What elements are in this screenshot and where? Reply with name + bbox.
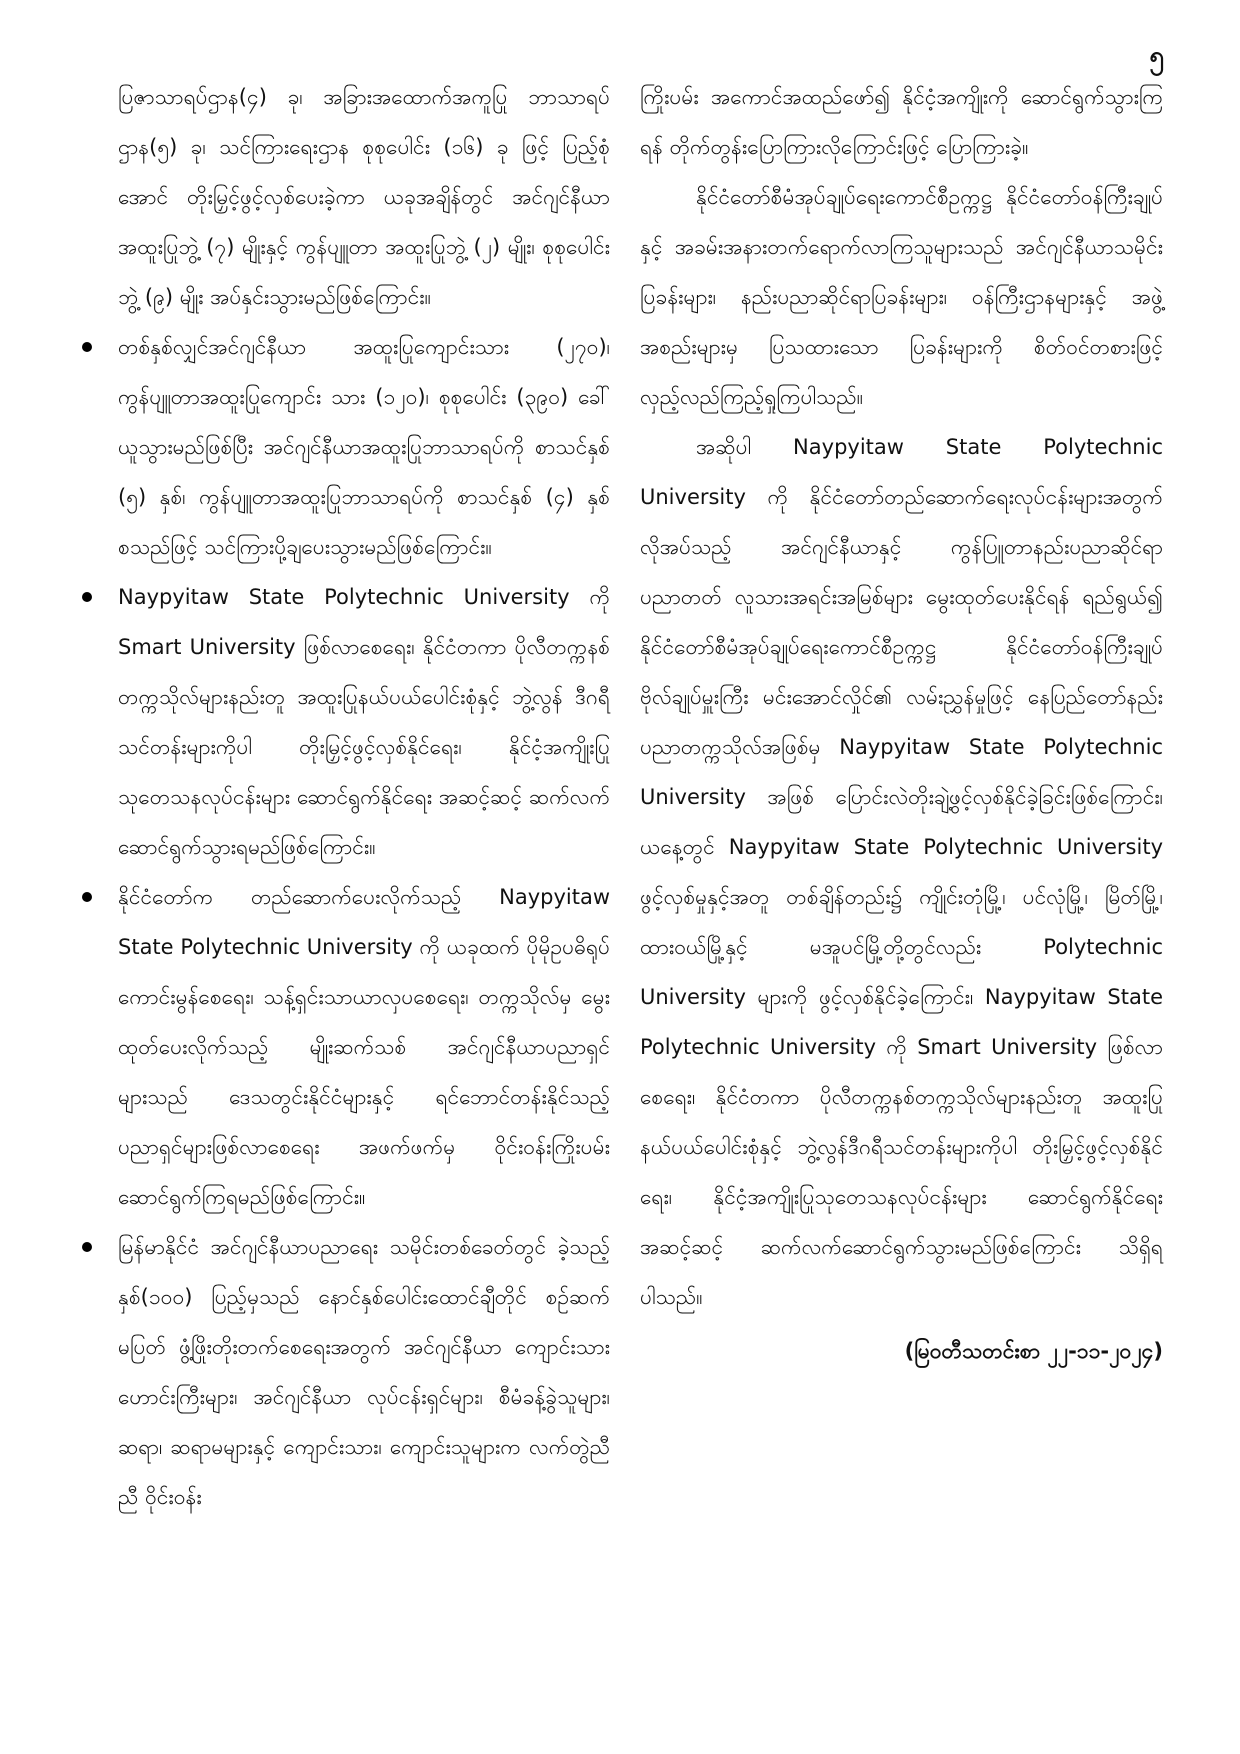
bullet-text: တစ်နှစ်လျှင်အင်ဂျင်နီယာ အထူးပြုကျောင်းသား (၂၇၀)၊ ကွန်ပျူတာအထူးပြုကျောင်း သား (၁၂၀)၊ စုစုပေါင်း (၃၉၀) ခေါ်ယူသွားမည်ဖြစ်ပြီး အင်ဂျင်နီယာအထူးပြုဘာသာရပ်ကို စာသင်နှစ် (၅) နှစ်၊ ကွန်ပျူတာအထူးပြုဘာသာရပ်ကို စာသင်နှစ် (၄) နှစ် စသည်ဖြင့် သင်ကြားပို့ချပေးသွားမည်ဖြစ်ကြောင်း။ (118, 335, 610, 559)
left-column (118, 72, 610, 1522)
source-citation: (မြဝတီသတင်းစာ ၂၂-၁၁-၂၀၂၄) (904, 1339, 1163, 1363)
bullet-dot-icon (82, 1242, 92, 1252)
left-continuation-paragraph: ပြဇာသာရပ်ဌာန(၄) ခု၊ အခြားအထောက်အကူပြု ဘာသာရပ် ဌာန(၅) ခု၊ သင်ကြားရေးဌာန စုစုပေါင်း (၁၆) ခု ဖြင့် ပြည့်စုံအောင် တိုးမြှင့်ဖွင့်လှစ်ပေးခဲ့ကာ ယခုအချိန်တွင် အင်ဂျင်နီယာ အထူးပြုဘွဲ့ (၇) မျိုးနှင့် ကွန်ပျူတာ အထူးပြုဘွဲ့ (၂) မျိုး၊ စုစုပေါင်းဘွဲ့ (၉) မျိုး အပ်နှင်းသွားမည်ဖြစ်ကြောင်း။ (118, 85, 610, 309)
bullet-dot-icon (82, 342, 92, 352)
bullet-text: Naypyitaw State Polytechnic University ကို Smart University ဖြစ်လာစေရေး၊ နိုင်ငံတကာ ပိုလီတက္ကနစ်တက္ကသိုလ်များနည်းတူ အထူးပြုနယ်ပယ်ပေါင်းစုံနှင့် ဘွဲ့လွန် ဒီဂရီသင်တန်းများကိုပါ တိုးမြှင့်ဖွင့်လှစ်နိုင်ရေး၊ နိုင်ငံ့အကျိုးပြုသုတေသနလုပ်ငန်းများ ဆောင်ရွက်နိုင်ရေး အဆင့်ဆင့် ဆက်လက်ဆောင်ရွက်သွားရမည်ဖြစ်ကြောင်း။ (118, 585, 610, 859)
bullet-item (118, 1222, 610, 1522)
bullet-dot-icon (82, 892, 92, 902)
bullet-item (118, 872, 610, 1222)
paragraph-exhibition-visit: နိုင်ငံတော်စီမံအုပ်ချုပ်ရေးကောင်စီဥက္ကဋ္ဌ နိုင်ငံတော်ဝန်ကြီးချုပ်နှင့် အခမ်းအနားတက်ရောက်လာကြသူများသည် အင်ဂျင်နီယာသမိုင်းပြခန်းများ၊ နည်းပညာဆိုင်ရာပြခန်းများ၊ ဝန်ကြီးဌာနများနှင့် အဖွဲ့အစည်းများမှ ပြသထားသော ပြခန်းများကို စိတ်ဝင်တစားဖြင့် လှည့်လည်ကြည့်ရှုကြပါသည်။ (640, 185, 1163, 409)
bullet-list (118, 322, 610, 1522)
page-number: ၅ (1149, 41, 1164, 71)
bullet-item (118, 572, 610, 872)
right-column (640, 72, 1163, 1376)
bullet-item (118, 322, 610, 572)
bullet-dot-icon (82, 592, 92, 602)
bullet-text: နိုင်ငံတော်က တည်ဆောက်ပေးလိုက်သည့် Naypyitaw State Polytechnic University ကို ယခုထက် ပိုမိုဥပဓိရုပ်ကောင်းမွန်စေရေး၊ သန့်ရှင်းသာယာလှပစေရေး၊ တက္ကသိုလ်မှ မွေးထုတ်ပေးလိုက်သည့် မျိုးဆက်သစ် အင်ဂျင်နီယာပညာရှင်များသည် ဒေသတွင်းနိုင်ငံများနှင့် ရင်ဘောင်တန်းနိုင်သည့် ပညာရှင်များဖြစ်လာစေရေး အဖက်ဖက်မှ ဝိုင်းဝန်းကြိုးပမ်းဆောင်ရွက်ကြရမည်ဖြစ်ကြောင်း။ (118, 885, 610, 1209)
bullet-text: မြန်မာနိုင်ငံ အင်ဂျင်နီယာပညာရေး သမိုင်းတစ်ခေတ်တွင် ခဲ့သည့် နှစ်(၁၀၀) ပြည့်မှသည် နောင်နှစ်ပေါင်းထောင်ချီတိုင် စဉ်ဆက်မပြတ် ဖွံ့ဖြိုးတိုးတက်စေရေးအတွက် အင်ဂျင်နီယာ ကျောင်းသားဟောင်းကြီးများ၊ အင်ဂျင်နီယာ လုပ်ငန်းရှင်များ၊ စီမံခန့်ခွဲသူများ၊ ဆရာ၊ ဆရာမများနှင့် ကျောင်းသား၊ ကျောင်းသူများက လက်တွဲညီညီ ဝိုင်းဝန်း (118, 1235, 610, 1509)
paragraph-university-info: အဆိုပါ Naypyitaw State Polytechnic University ကို နိုင်ငံတော်တည်ဆောက်ရေးလုပ်ငန်းများအတွက် လိုအပ်သည့် အင်ဂျင်နီယာနှင့် ကွန်ပြူတာနည်းပညာဆိုင်ရာ ပညာတတ် လူသားအရင်းအမြစ်များ မွေးထုတ်ပေးနိုင်ရန် ရည်ရွယ်၍ နိုင်ငံတော်စီမံအုပ်ချုပ်ရေးကောင်စီဥက္ကဋ္ဌ နိုင်ငံတော်ဝန်ကြီးချုပ် ဗိုလ်ချုပ်မှူးကြီး မင်းအောင်လှိုင်၏ လမ်းညွှန်မှုဖြင့် နေပြည်တော်နည်းပညာတက္ကသိုလ်အဖြစ်မှ Naypyitaw State Polytechnic University အဖြစ် ပြောင်းလဲတိုးချဲ့ဖွင့်လှစ်နိုင်ခဲ့ခြင်းဖြစ်ကြောင်း၊ ယနေ့တွင် Naypyitaw State Polytechnic University ဖွင့်လှစ်မှုနှင့်အတူ တစ်ချိန်တည်း၌ ကျိုင်းတုံမြို့၊ ပင်လုံမြို့၊ မြိတ်မြို့၊ ထားဝယ်မြို့နှင့် မအူပင်မြို့တို့တွင်လည်း Polytechnic University များကို ဖွင့်လှစ်နိုင်ခဲ့ကြောင်း၊ Naypyitaw State Polytechnic University ကို Smart University ဖြစ်လာစေရေး၊ နိုင်ငံတကာ ပိုလီတက္ကနစ်တက္ကသိုလ်များနည်းတူ အထူးပြုနယ်ပယ်ပေါင်းစုံနှင့် ဘွဲ့လွန်ဒီဂရီသင်တန်းများကိုပါ တိုးမြှင့်ဖွင့်လှစ်နိုင်ရေး၊ နိုင်ငံ့အကျိုးပြုသုတေသနလုပ်ငန်းများ ဆောင်ရွက်နိုင်ရေး အဆင့်ဆင့် ဆက်လက်ဆောင်ရွက်သွားမည်ဖြစ်ကြောင်း သိရှိရပါသည်။ (640, 435, 1163, 1309)
right-continuation-paragraph: ကြိုးပမ်း အကောင်အထည်ဖော်၍ နိုင်ငံ့အကျိုးကို ဆောင်ရွက်သွားကြရန် တိုက်တွန်းပြောကြားလိုကြောင်းဖြင့် ပြောကြားခဲ့။ (640, 85, 1163, 159)
